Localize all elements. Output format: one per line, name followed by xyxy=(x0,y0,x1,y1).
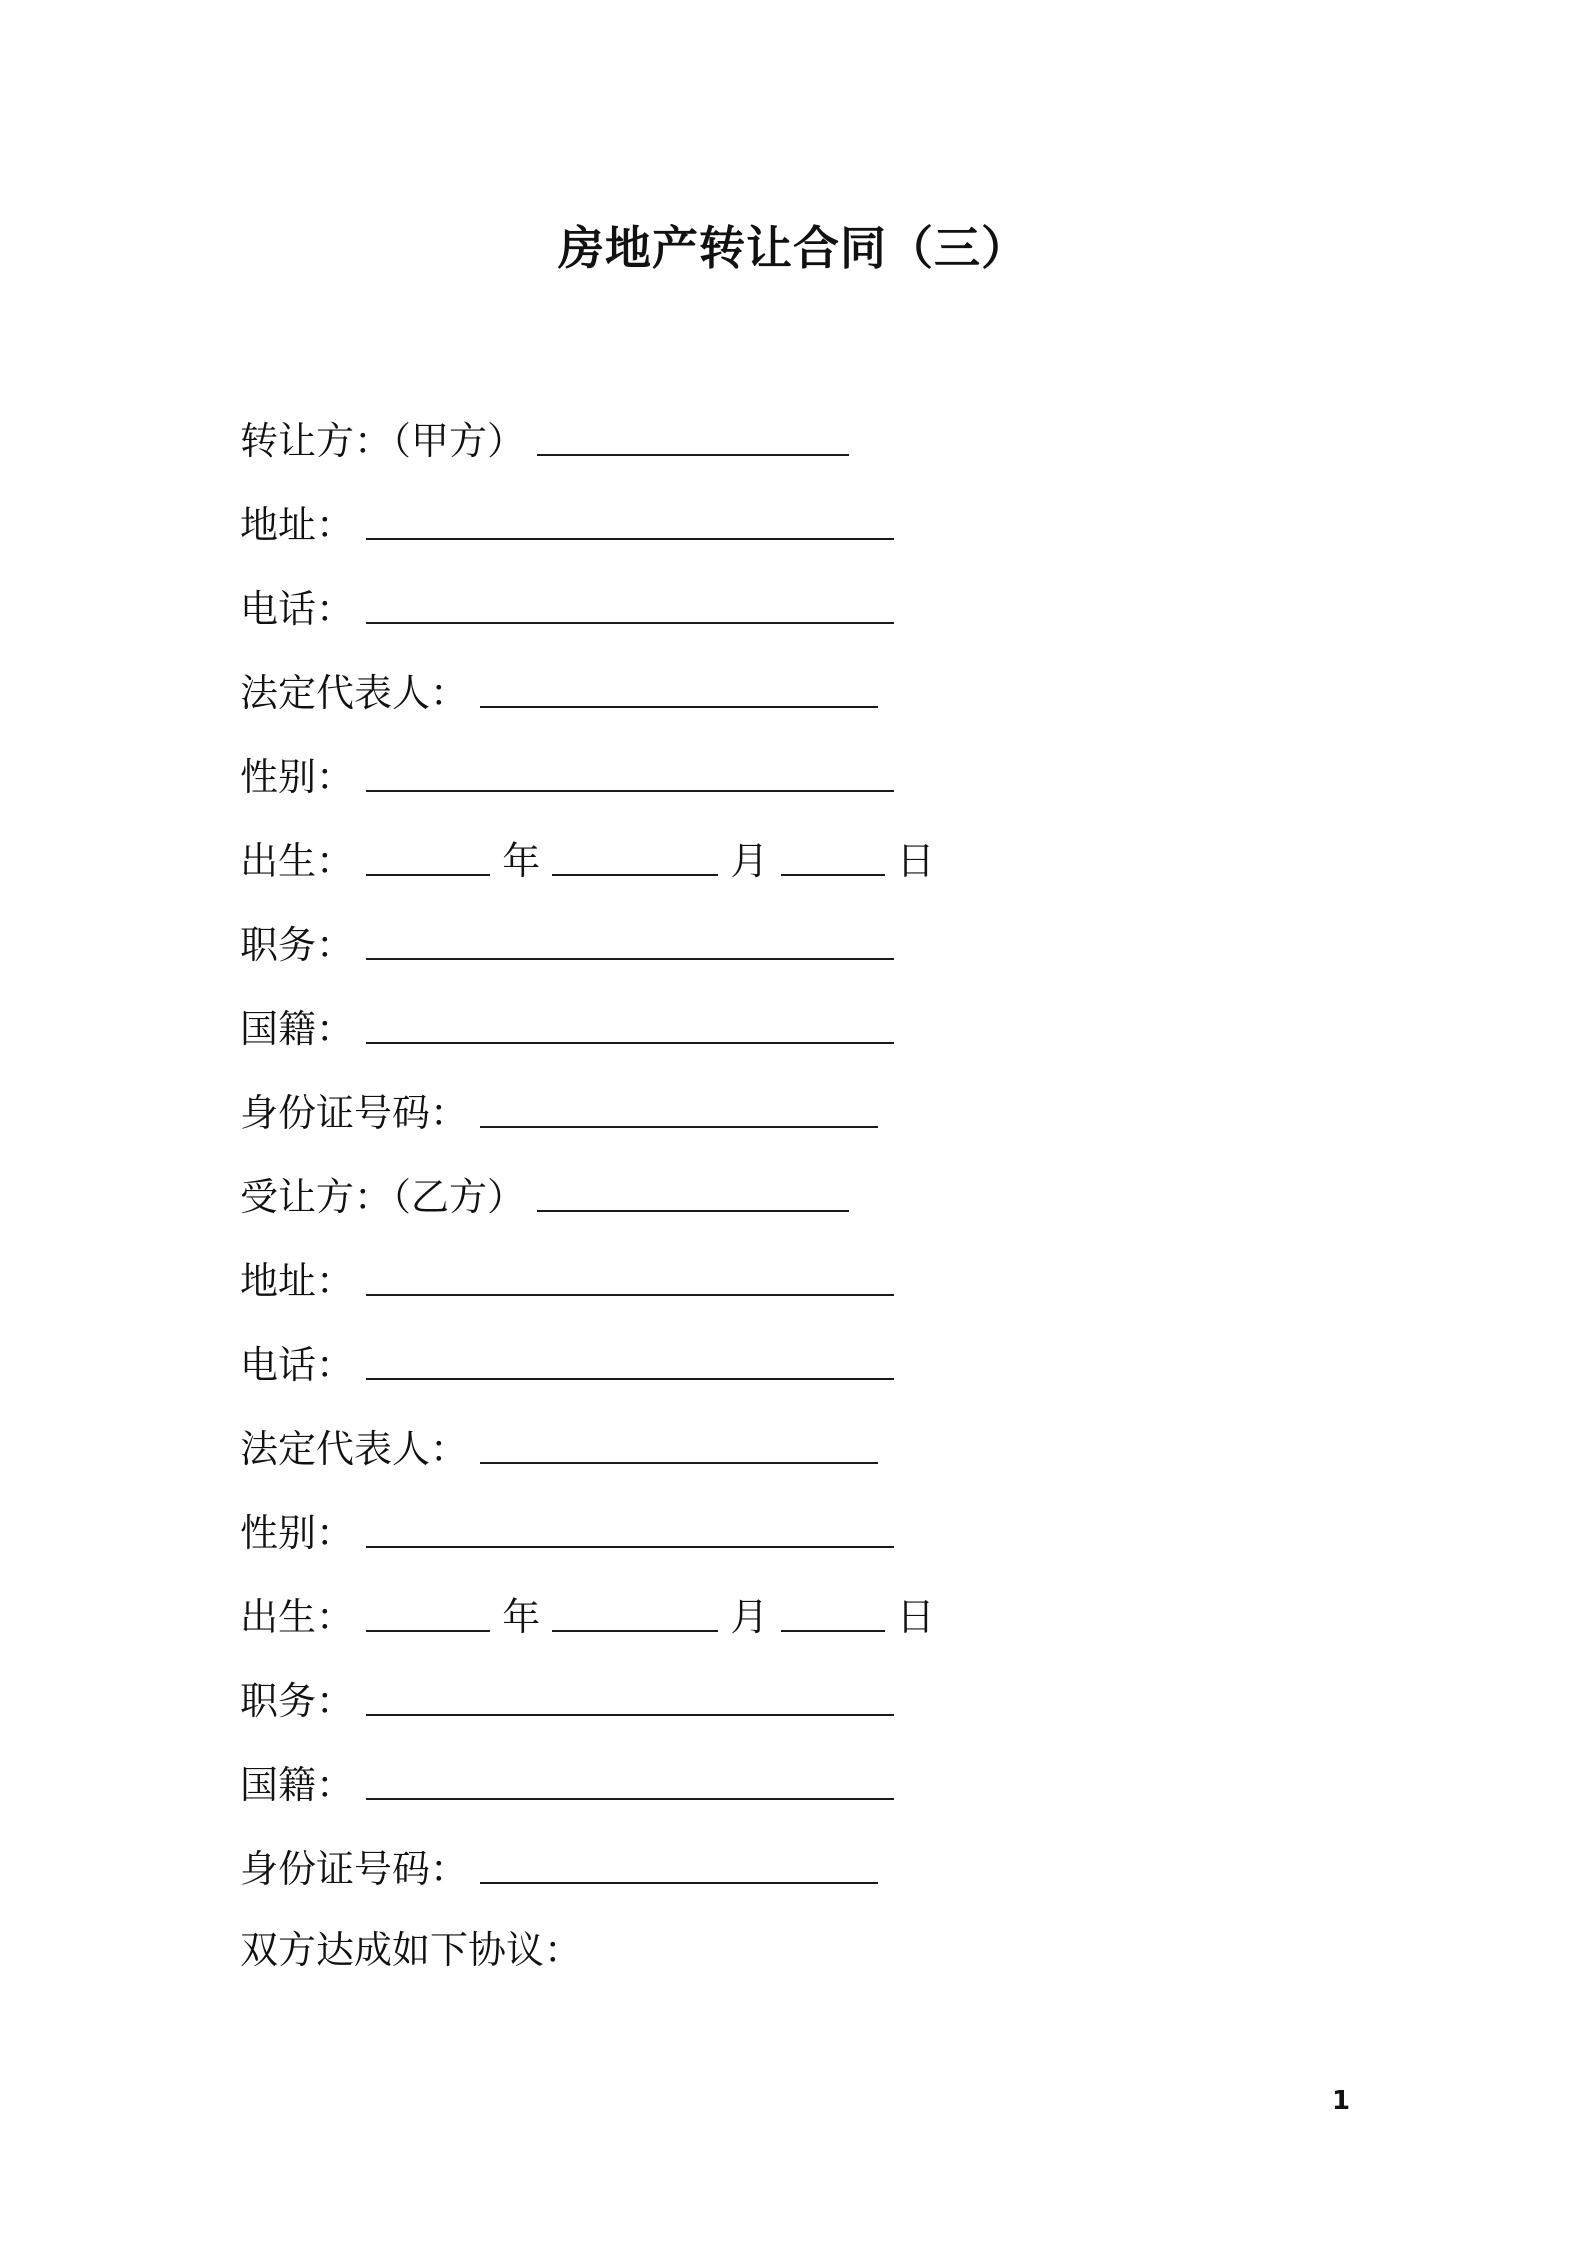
party-a-day-label: 日 xyxy=(896,839,935,883)
party-a-address-label: 地址： xyxy=(240,503,355,547)
party-a-year-label: 年 xyxy=(502,839,541,883)
party-b-address-line xyxy=(240,1248,1240,1332)
agreement-intro-line xyxy=(240,1920,1240,2004)
party-a-name-blank[interactable] xyxy=(537,410,849,456)
party-a-id-line xyxy=(240,1080,1240,1164)
party-b-name-blank[interactable] xyxy=(537,1166,849,1212)
party-b-gender-blank[interactable] xyxy=(366,1502,894,1548)
party-b-position-line xyxy=(240,1668,1240,1752)
party-a-address-blank[interactable] xyxy=(366,494,894,540)
party-a-gender-label: 性别： xyxy=(240,755,355,799)
party-b-gender-label: 性别： xyxy=(240,1511,355,1555)
party-a-position-blank[interactable] xyxy=(366,914,894,960)
party-b-legal-rep-line xyxy=(240,1416,1240,1500)
party-b-nationality-label: 国籍： xyxy=(240,1763,355,1807)
party-b-phone-label: 电话： xyxy=(240,1343,355,1387)
party-a-position-line xyxy=(240,912,1240,996)
party-b-position-blank[interactable] xyxy=(366,1670,894,1716)
party-b-id-label: 身份证号码： xyxy=(240,1847,469,1891)
party-a-legal-rep-blank[interactable] xyxy=(480,662,878,708)
party-b-nationality-blank[interactable] xyxy=(366,1754,894,1800)
party-a-birth-day-blank[interactable] xyxy=(781,830,885,876)
party-a-phone-line xyxy=(240,576,1240,660)
party-b-birth-year-blank[interactable] xyxy=(366,1586,490,1632)
party-a-nationality-line xyxy=(240,996,1240,1080)
party-a-id-blank[interactable] xyxy=(480,1082,878,1128)
party-b-nationality-line xyxy=(240,1752,1240,1836)
party-b-legal-rep-label: 法定代表人： xyxy=(240,1427,469,1471)
party-b-legal-rep-blank[interactable] xyxy=(480,1418,878,1464)
party-a-nationality-label: 国籍： xyxy=(240,1007,355,1051)
party-a-phone-blank[interactable] xyxy=(366,578,894,624)
party-b-heading-line xyxy=(240,1164,1240,1248)
agreement-intro: 双方达成如下协议： xyxy=(240,1928,583,1972)
party-a-birth-year-blank[interactable] xyxy=(366,830,490,876)
party-b-birth-month-blank[interactable] xyxy=(552,1586,718,1632)
party-b-address-label: 地址： xyxy=(240,1259,355,1303)
party-b-address-blank[interactable] xyxy=(366,1250,894,1296)
document-title: 房地产转让合同（三） xyxy=(558,221,1028,275)
party-a-heading-label: 转让方：（甲方） xyxy=(240,419,526,463)
contract-fields xyxy=(240,408,1240,2004)
party-a-birth-month-blank[interactable] xyxy=(552,830,718,876)
party-a-month-label: 月 xyxy=(730,839,769,883)
party-a-birth-label: 出生： xyxy=(240,839,355,883)
party-b-id-blank[interactable] xyxy=(480,1838,878,1884)
party-a-phone-label: 电话： xyxy=(240,587,355,631)
party-b-position-label: 职务： xyxy=(240,1679,355,1723)
party-a-position-label: 职务： xyxy=(240,923,355,967)
party-a-nationality-blank[interactable] xyxy=(366,998,894,1044)
party-b-gender-line xyxy=(240,1500,1240,1584)
party-a-gender-blank[interactable] xyxy=(366,746,894,792)
party-b-year-label: 年 xyxy=(502,1595,541,1639)
party-a-id-label: 身份证号码： xyxy=(240,1091,469,1135)
party-a-address-line xyxy=(240,492,1240,576)
party-b-heading-label: 受让方：（乙方） xyxy=(240,1175,526,1219)
party-a-legal-rep-label: 法定代表人： xyxy=(240,671,469,715)
party-b-birth-day-blank[interactable] xyxy=(781,1586,885,1632)
party-b-birth-line xyxy=(240,1584,1240,1668)
party-b-day-label: 日 xyxy=(896,1595,935,1639)
party-a-heading-line xyxy=(240,408,1240,492)
party-a-gender-line xyxy=(240,744,1240,828)
page-number: 1 xyxy=(1332,2086,1351,2116)
party-b-phone-blank[interactable] xyxy=(366,1334,894,1380)
party-b-birth-label: 出生： xyxy=(240,1595,355,1639)
party-a-birth-line xyxy=(240,828,1240,912)
party-b-phone-line xyxy=(240,1332,1240,1416)
party-a-legal-rep-line xyxy=(240,660,1240,744)
party-b-month-label: 月 xyxy=(730,1595,769,1639)
party-b-id-line xyxy=(240,1836,1240,1920)
